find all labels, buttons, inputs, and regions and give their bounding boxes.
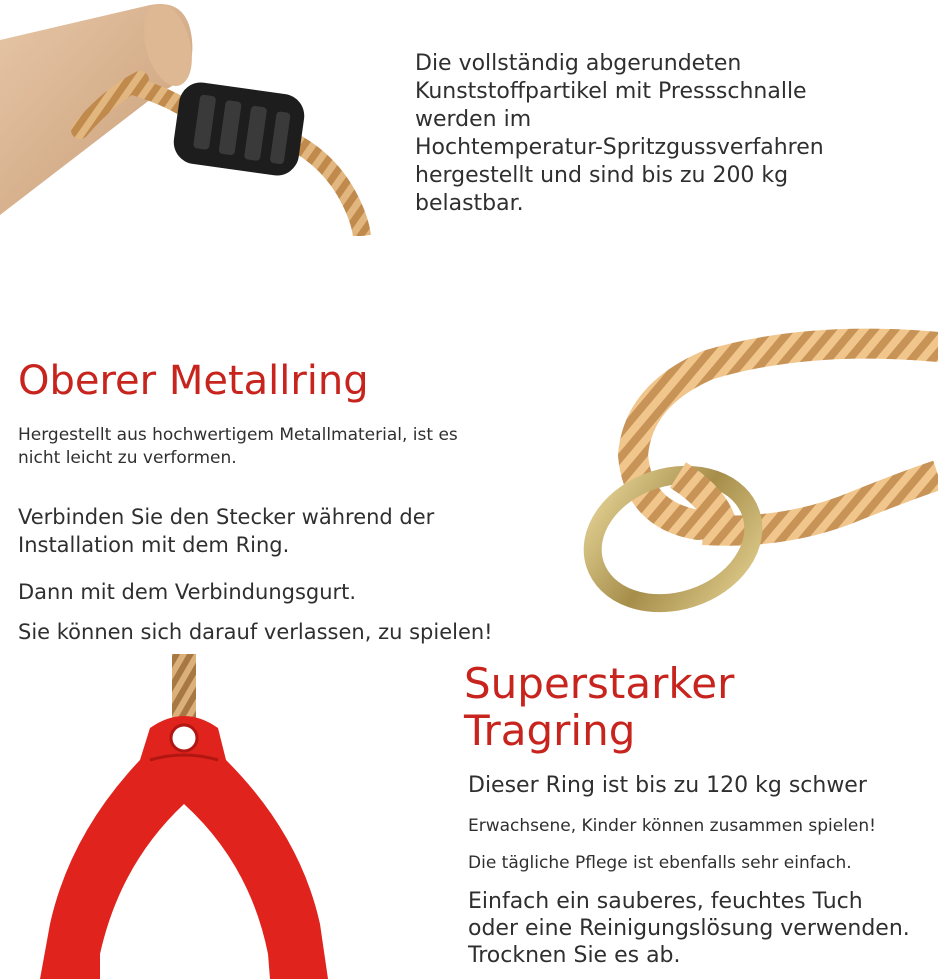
support-ring-load-text: Dieser Ring ist bis zu 120 kg schwer	[468, 773, 867, 798]
metal-ring-material-line: nicht leicht zu verformen.	[18, 448, 237, 468]
support-ring-cleaning-line: Einfach ein sauberes, feuchtes Tuch	[468, 889, 863, 914]
support-ring-care-text: Die tägliche Pflege ist ebenfalls sehr einfach.	[468, 853, 852, 873]
buckle-description-line: werden im	[415, 107, 532, 132]
metal-ring-install-line: Installation mit dem Ring.	[18, 533, 290, 557]
support-ring-users-text: Erwachsene, Kinder können zusammen spielen!	[468, 816, 876, 836]
metal-ring-strap-text: Dann mit dem Verbindungsgurt.	[18, 580, 357, 604]
buckle-description-line: Hochtemperatur-Spritzgussverfahren	[415, 135, 824, 160]
support-ring-heading-line: Superstarker	[464, 659, 735, 708]
support-ring-cleaning-line: Trocknen Sie es ab.	[468, 943, 681, 968]
support-ring-heading	[464, 660, 734, 754]
wooden-bar-buckle-photo	[0, 0, 372, 236]
buckle-description-line: hergestellt und sind bis zu 200 kg	[415, 163, 789, 188]
support-ring-cleaning-line: oder eine Reinigungslösung verwenden.	[468, 916, 910, 941]
metal-ring-material-text	[18, 424, 558, 470]
support-ring-cleaning-text	[468, 888, 938, 969]
red-trapeze-ring-photo	[0, 654, 360, 979]
metal-ring-install-text	[18, 503, 578, 559]
metal-ring-install-line: Verbinden Sie den Stecker während der	[18, 505, 435, 529]
metal-ring-material-line: Hergestellt aus hochwertigem Metallmaterial, ist es	[18, 425, 458, 445]
buckle-description	[415, 50, 915, 218]
buckle-description-line: belastbar.	[415, 191, 524, 216]
metal-ring-heading: Oberer Metallring	[18, 358, 369, 404]
buckle-description-line: Kunststoffpartikel mit Pressschnalle	[415, 79, 807, 104]
metal-ring-reliability-text: Sie können sich darauf verlassen, zu spielen!	[18, 620, 493, 644]
metal-ring-rope-photo	[528, 325, 938, 615]
support-ring-heading-line: Tragring	[464, 706, 636, 755]
buckle-description-line: Die vollständig abgerundeten	[415, 51, 742, 76]
